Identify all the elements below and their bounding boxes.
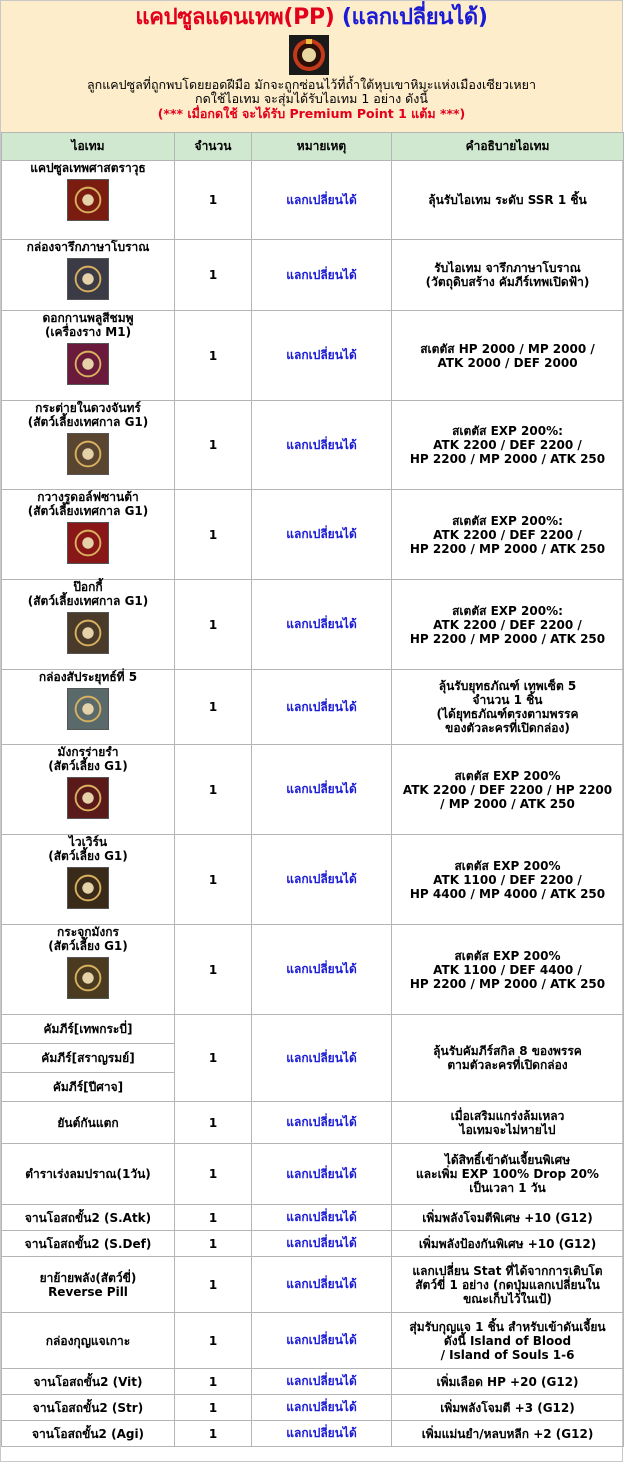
- dragon-pet-icon: [67, 777, 109, 819]
- item-description-cell: [392, 1369, 624, 1395]
- item-name: (สัตว์เลี้ยง G1): [48, 759, 128, 773]
- item-quantity: 1: [175, 580, 252, 670]
- item-description-cell: [392, 1313, 624, 1369]
- item-description-line: สัตว์ขี่ 1 อย่าง (กดปุ่มแลกเปลี่ยนใน: [415, 1277, 600, 1292]
- item-tradeable-note: แลกเปลี่ยนได้: [252, 1144, 392, 1205]
- item-description-line: และเพิ่ม EXP 100% Drop 20%: [416, 1167, 599, 1181]
- item-name: กล่องสัประยุทธ์ที่ 5: [38, 670, 138, 684]
- item-name-cell: [2, 925, 175, 1015]
- item-name: มังกรร่ายรำ: [57, 745, 119, 759]
- item-name: จานโอสถขั้น2 (Vit): [33, 1374, 143, 1389]
- item-description-line: ขณะเก็บไว้ในเป้): [463, 1291, 552, 1306]
- santa-pet-icon: [67, 522, 109, 564]
- item-description-cell: [392, 490, 624, 580]
- item-name-cell: [2, 1421, 175, 1447]
- item-quantity: 1: [175, 161, 252, 240]
- item-tradeable-note: แลกเปลี่ยนได้: [252, 835, 392, 925]
- item-name-cell: [2, 1102, 175, 1144]
- item-tradeable-note: แลกเปลี่ยนได้: [252, 745, 392, 835]
- item-quantity: 1: [175, 670, 252, 745]
- item-description-line: สเตตัส EXP 200%:: [452, 424, 563, 438]
- item-quantity: 1: [175, 745, 252, 835]
- item-description-cell: [392, 401, 624, 490]
- item-tradeable-note: แลกเปลี่ยนได้: [252, 1421, 392, 1447]
- item-table: [1, 132, 624, 1447]
- item-quantity: 1: [175, 1102, 252, 1144]
- item-name-cell: [2, 670, 175, 745]
- item-quantity: 1: [175, 1313, 252, 1369]
- item-description-line: ATK 2200 / DEF 2200 /: [433, 527, 582, 542]
- item-description-cell: [392, 240, 624, 311]
- item-description-cell: [392, 1102, 624, 1144]
- item-name-cell: [2, 1231, 175, 1257]
- item-description-cell: [392, 670, 624, 745]
- header-banner: [1, 1, 622, 132]
- item-quantity: 1: [175, 1144, 252, 1205]
- table-row: [2, 1421, 624, 1447]
- item-description-line: ดังนี้ Island of Blood: [443, 1333, 572, 1348]
- item-quantity: 1: [175, 1421, 252, 1447]
- item-quantity: 1: [175, 925, 252, 1015]
- item-quantity: 1: [175, 311, 252, 401]
- table-row: [2, 835, 624, 925]
- item-description-line: HP 2200 / MP 2000 / ATK 250: [409, 541, 606, 556]
- item-quantity: 1: [175, 240, 252, 311]
- item-name: จานโอสถขั้น2 (S.Atk): [24, 1210, 152, 1225]
- item-description-cell: [392, 1231, 624, 1257]
- table-row: [2, 490, 624, 580]
- item-description-line: HP 2200 / MP 2000 / ATK 250: [409, 976, 606, 991]
- item-name-cell: [2, 240, 175, 311]
- item-description-line: ATK 2000 / DEF 2000: [437, 355, 578, 370]
- item-name: คัมภีร์[สราญรมย์]: [2, 1044, 174, 1073]
- item-name: (สัตว์เลี้ยงเทศกาล G1): [27, 594, 149, 608]
- item-description-line: เพิ่มพลังโจมตีพิเศษ +10 (G12): [422, 1210, 593, 1225]
- item-name: Reverse Pill: [48, 1284, 128, 1299]
- item-description-line: สเตตัส EXP 200%: [454, 948, 561, 963]
- item-description-line: HP 4400 / MP 4000 / ATK 250: [409, 886, 606, 901]
- item-name: (สัตว์เลี้ยงเทศกาล G1): [27, 504, 149, 518]
- item-name: ป๊อกกี้: [73, 580, 103, 594]
- item-description-cell: [392, 1015, 624, 1102]
- item-description-line: / MP 2000 / ATK 250: [440, 796, 575, 811]
- table-row: [2, 1395, 624, 1421]
- item-description-line: (ได้ยุทธภัณฑ์ตรงตามพรรค: [436, 707, 579, 721]
- table-row: [2, 1257, 624, 1313]
- item-description-line: ATK 1100 / DEF 2200 /: [433, 872, 582, 887]
- item-name-cell: [2, 490, 175, 580]
- item-name: กระจุกมังกร: [57, 925, 119, 939]
- item-name: (เครื่องราง M1): [44, 325, 132, 339]
- item-description-cell: [392, 1395, 624, 1421]
- item-description-line: เป็นเวลา 1 วัน: [469, 1181, 546, 1195]
- item-name: กระต่ายในดวงจันทร์: [35, 401, 141, 415]
- capsule-icon: [67, 179, 109, 221]
- item-description-cell: [392, 580, 624, 670]
- item-name-cell: [2, 1205, 175, 1231]
- item-description-line: สเตตัส HP 2000 / MP 2000 /: [420, 341, 595, 356]
- table-row: [2, 1313, 624, 1369]
- item-tradeable-note: แลกเปลี่ยนได้: [252, 670, 392, 745]
- header-description: คำอธิบายไอเทม: [392, 133, 624, 161]
- item-name: (สัตว์เลี้ยง G1): [48, 849, 128, 863]
- item-quantity: 1: [175, 1205, 252, 1231]
- item-description-line: ตามตัวละครที่เปิดกล่อง: [447, 1058, 568, 1072]
- table-row: [2, 240, 624, 311]
- item-name: แคปซูลเทพศาสตราวุธ: [30, 161, 146, 175]
- item-name: ยันต์กันแตก: [57, 1115, 119, 1130]
- item-description-line: เพิ่มพลังโจมตี +3 (G12): [440, 1400, 575, 1415]
- table-row: [2, 1205, 624, 1231]
- pocky-pet-icon: [67, 612, 109, 654]
- item-description-line: สเตตัส EXP 200%:: [452, 513, 563, 528]
- item-description-cell: [392, 1205, 624, 1231]
- item-tradeable-note: แลกเปลี่ยนได้: [252, 401, 392, 490]
- item-name: กวางรูดอล์ฟซานต้า: [37, 490, 139, 504]
- item-description-cell: [392, 161, 624, 240]
- item-name-cell: [2, 835, 175, 925]
- item-description-cell: [392, 1144, 624, 1205]
- item-quantity: 1: [175, 835, 252, 925]
- item-description-line: สเตตัส EXP 200%: [454, 858, 561, 873]
- wyvern-pet-icon: [67, 867, 109, 909]
- item-description-line: ลุ้นรับไอเทม ระดับ SSR 1 ชิ้น: [428, 193, 587, 207]
- premium-point-note: (*** เมื่อกดใช้ จะได้รับ Premium Point 1 แต้ม ***): [157, 106, 466, 121]
- item-description-line: สุ่มรับกุญแจ 1 ชิ้น สำหรับเข้าดันเจี้ยน: [409, 1319, 606, 1334]
- item-description-line: สเตตัส EXP 200%: [454, 768, 561, 783]
- item-name: ยาย้ายพลัง(สัตว์ขี่): [39, 1270, 137, 1285]
- item-description-line: แลกเปลี่ยน Stat ที่ได้จากการเติบโต: [412, 1263, 603, 1278]
- table-row: [2, 1144, 624, 1205]
- item-name-cell: [2, 1313, 175, 1369]
- item-description-cell: [392, 925, 624, 1015]
- item-description-line: เพิ่มเลือด HP +20 (G12): [436, 1374, 579, 1389]
- item-description-line: ลุ้นรับยุทธภัณฑ์ เทพเซ็ต 5: [438, 679, 577, 693]
- table-row: [2, 670, 624, 745]
- item-name-cell: [2, 580, 175, 670]
- item-description-line: (วัตถุดิบสร้าง คัมภีร์เทพเปิดฟ้า): [425, 275, 590, 289]
- item-description-cell: [392, 1421, 624, 1447]
- item-name-cell: [2, 1395, 175, 1421]
- item-description-line: HP 2200 / MP 2000 / ATK 250: [409, 631, 606, 646]
- pink-flower-icon: [67, 343, 109, 385]
- table-header-row: [2, 133, 624, 161]
- item-tradeable-note: แลกเปลี่ยนได้: [252, 240, 392, 311]
- header-note: หมายเหตุ: [252, 133, 392, 161]
- item-tradeable-note: แลกเปลี่ยนได้: [252, 1395, 392, 1421]
- item-tradeable-note: แลกเปลี่ยนได้: [252, 311, 392, 401]
- item-name-cell: [2, 1144, 175, 1205]
- item-name: กล่องกุญแจเกาะ: [45, 1333, 131, 1348]
- item-name-cell: [2, 745, 175, 835]
- dragon-crest-pet-icon: [67, 957, 109, 999]
- item-name-cell: [2, 1369, 175, 1395]
- item-name-cell: [2, 401, 175, 490]
- item-tradeable-note: แลกเปลี่ยนได้: [252, 161, 392, 240]
- item-description-line: / Island of Souls 1-6: [440, 1347, 575, 1362]
- table-row: [2, 1102, 624, 1144]
- header-item: ไอเทม: [2, 133, 175, 161]
- item-tradeable-note: แลกเปลี่ยนได้: [252, 1205, 392, 1231]
- table-row: [2, 401, 624, 490]
- title-tradeable: (แลกเปลี่ยนได้): [341, 5, 488, 30]
- header-quantity: จำนวน: [175, 133, 252, 161]
- item-name: คัมภีร์[เทพกระบี่]: [2, 1015, 174, 1044]
- table-row: [2, 580, 624, 670]
- battle-box-icon: [67, 688, 109, 730]
- item-tradeable-note: แลกเปลี่ยนได้: [252, 1231, 392, 1257]
- item-quantity: 1: [175, 401, 252, 490]
- item-name: (สัตว์เลี้ยงเทศกาล G1): [27, 415, 149, 429]
- item-description-line: รับไอเทม จารึกภาษาโบราณ: [434, 261, 581, 275]
- item-name: ตำราเร่งลมปราณ(1วัน): [25, 1167, 151, 1181]
- item-name: จานโอสถขั้น2 (Str): [32, 1400, 144, 1415]
- page-title: [1, 3, 622, 33]
- item-name: (สัตว์เลี้ยง G1): [48, 939, 128, 953]
- item-name-cell: [2, 311, 175, 401]
- item-name: จานโอสถขั้น2 (S.Def): [24, 1236, 152, 1251]
- item-name: จานโอสถขั้น2 (Agi): [31, 1426, 145, 1441]
- item-quantity: 1: [175, 1395, 252, 1421]
- item-tradeable-note: แลกเปลี่ยนได้: [252, 1015, 392, 1102]
- table-row: [2, 161, 624, 240]
- item-description-line: ของตัวละครที่เปิดกล่อง): [445, 721, 570, 735]
- item-tradeable-note: แลกเปลี่ยนได้: [252, 1369, 392, 1395]
- item-description-cell: [392, 311, 624, 401]
- table-row: [2, 745, 624, 835]
- item-tradeable-note: แลกเปลี่ยนได้: [252, 1257, 392, 1313]
- item-tradeable-note: แลกเปลี่ยนได้: [252, 580, 392, 670]
- item-description-line: ได้สิทธิ์เข้าดันเจี้ยนพิเศษ: [444, 1153, 571, 1167]
- table-row: [2, 925, 624, 1015]
- item-description-line: เพิ่มแม่นยำ/หลบหลีก +2 (G12): [421, 1426, 594, 1441]
- table-row: [2, 1231, 624, 1257]
- item-description-line: ATK 2200 / DEF 2200 /: [433, 617, 582, 632]
- item-description-line: ไอเทมจะไม่หายไป: [459, 1122, 556, 1137]
- item-description-cell: [392, 1257, 624, 1313]
- item-description-line: HP 2200 / MP 2000 / ATK 250: [409, 452, 606, 466]
- item-name: ไวเวิร์น: [68, 835, 108, 849]
- header-description: [1, 78, 622, 106]
- item-description-cell: [392, 745, 624, 835]
- table-row: [2, 1369, 624, 1395]
- item-tradeable-note: แลกเปลี่ยนได้: [252, 490, 392, 580]
- item-description-line: สเตตัส EXP 200%:: [452, 603, 563, 618]
- item-description-line: ATK 2200 / DEF 2200 /: [433, 438, 582, 452]
- item-description-line: เมื่อเสริมแกร่งล้มเหลว: [450, 1108, 565, 1123]
- item-quantity: 1: [175, 1369, 252, 1395]
- item-quantity: 1: [175, 490, 252, 580]
- item-description-line: ลุ้นรับคัมภีร์สกิล 8 ของพรรค: [433, 1044, 582, 1058]
- item-quantity: 1: [175, 1257, 252, 1313]
- item-description-line: จำนวน 1 ชิ้น: [472, 693, 543, 707]
- rabbit-pet-icon: [67, 433, 109, 475]
- item-description-line: เพิ่มพลังป้องกันพิเศษ +10 (G12): [418, 1236, 597, 1251]
- table-row: [2, 311, 624, 401]
- item-description-cell: [392, 835, 624, 925]
- item-quantity: 1: [175, 1015, 252, 1102]
- description-line-1: ลูกแคปซูลที่ถูกพบโดยยอดฝีมือ มักจะถูกซ่อนไว้ที่ถ้ำใต้หุบเขาหิมะแห่งเมืองเซียวเหยา: [87, 77, 536, 92]
- item-name-cell: [2, 1015, 175, 1102]
- item-name-cell: [2, 1257, 175, 1313]
- item-name-cell: [2, 161, 175, 240]
- item-tradeable-note: แลกเปลี่ยนได้: [252, 1313, 392, 1369]
- chest-icon: [67, 258, 109, 300]
- description-line-2: กดใช้ไอเทม จะสุ่มได้รับไอเทม 1 อย่าง ดังนี้: [195, 91, 428, 106]
- table-row-group: [2, 1015, 624, 1102]
- item-name: คัมภีร์[ปีศาจ]: [52, 1080, 124, 1094]
- item-tradeable-note: แลกเปลี่ยนได้: [252, 1102, 392, 1144]
- item-description-line: ATK 2200 / DEF 2200 / HP 2200: [402, 782, 613, 797]
- item-description-line: ATK 1100 / DEF 4400 /: [433, 962, 582, 977]
- item-quantity: 1: [175, 1231, 252, 1257]
- item-tradeable-note: แลกเปลี่ยนได้: [252, 925, 392, 1015]
- capsule-icon: [289, 35, 329, 75]
- item-name: กล่องจารึกภาษาโบราณ: [26, 240, 150, 254]
- item-name: ดอกกานพลูสีชมพู: [42, 311, 134, 325]
- title-main: แคปซูลแดนเทพ(PP): [135, 5, 335, 30]
